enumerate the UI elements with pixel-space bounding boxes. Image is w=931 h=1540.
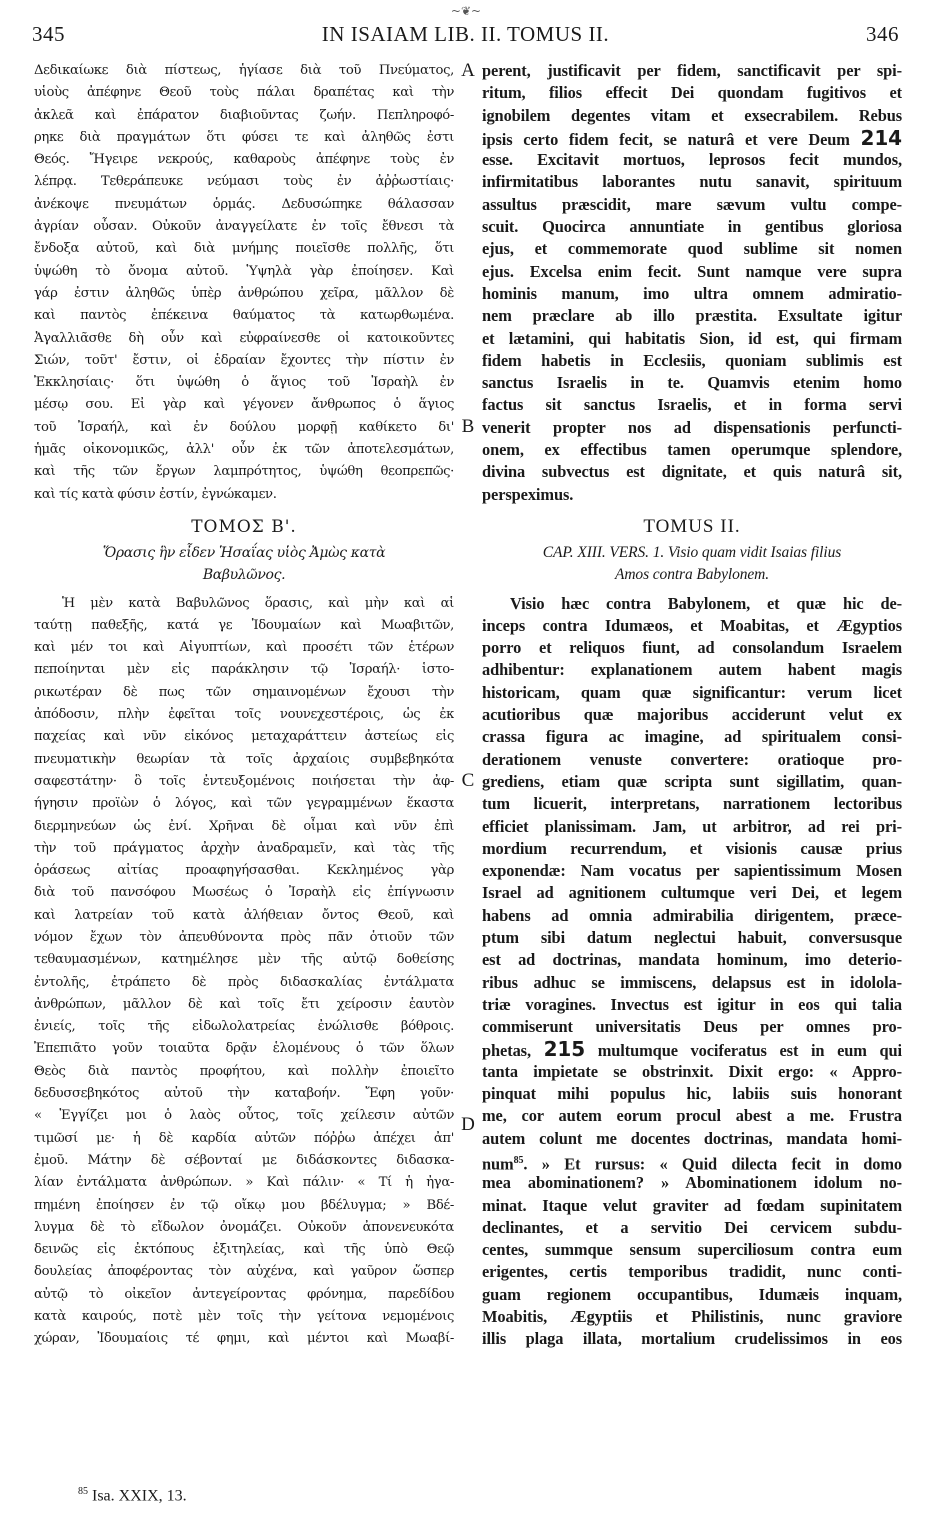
text-line: habens ad omnia admirabilia dirigentem, præce- (482, 905, 902, 925)
text-line: νόμον ἔχων τὸν ἀπευθύνοντα πρὸς πᾶν ὁτιοῦν τῶν (34, 929, 454, 945)
latin-line-with-page-number: phetas, 215 multumque vociferatus est in eum qui (482, 1038, 902, 1061)
text-line: ἡμᾶς οἰκονομικῶς, ἀλλ' οὖν ἐκ τῶν ἀποτελεσμάτων, (34, 442, 454, 458)
text-line: illis plaga illata, mortalium crudelissimos in eos (482, 1329, 902, 1349)
text-line: καὶ λατρείαν τοῦ κατὰ ἀλήθειαν ὄντος Θεοῦ, καὶ (34, 907, 454, 923)
margin-mark-d: D (461, 1114, 475, 1135)
text-line: ἀκλεᾶ καὶ ἐπάρατον διαβιοῦντας ζωήν. Πεπληροφό- (34, 107, 454, 123)
text-line: πνευματικὴν θεωρίαν τὰ τοῖς ἀρχαίοις συμβεβηκότα (34, 751, 454, 767)
footnote (78, 1486, 187, 1505)
text-line: autem colunt me docentes doctrinas, mandata homi- (482, 1128, 902, 1148)
text-line: esse. Excitavit mortuos, leprosos fecit mundos, (482, 150, 902, 170)
header-ornament: ~❦~ (450, 4, 482, 18)
text-line: μέσῳ σου. Εἰ γὰρ καὶ γέγονεν ἄνθρωπος ὁ ἅγιος (34, 397, 454, 413)
text-line: onem, ex effectibus tamen operumque splendore, (482, 440, 902, 460)
text-line: κατὰ καιρούς, ποτὲ μὲν τοῖς τὴν γείτονα νεμομένοις (34, 1309, 454, 1325)
greek-column (34, 60, 454, 1351)
text-line: factus sit sanctus Israelis, et in forma servi (482, 395, 902, 415)
text-line: δουλείας ἀποφέροντας τὸν αὐχένα, καὶ γαῦρον ὥσπερ (34, 1264, 454, 1280)
margin-mark-a: A (461, 60, 475, 81)
text-line: ejus. Excelsa enim fecit. Sunt namque vere supra (482, 261, 902, 281)
text-line: καὶ παντὸς ἐπέκεινα θαύματος τὰ κατωρθωμένα. (34, 308, 454, 324)
edition-page-number: 215 (543, 1038, 586, 1061)
text-line: exponendæ: Nam vocatus per sapientissimum Mosen (482, 861, 902, 881)
text-line: πημένη ἐποίησεν ἐν τῷ οἴκῳ μου βδέλυγμα; » Βδέ- (34, 1197, 454, 1213)
text-line: υἱοὺς ἀπέφηνε Θεοῦ τοὺς πάλαι δραπέτας καὶ τὴν (34, 85, 454, 101)
text-line: λίαν ἐντάλματα ἀνθρώπων. » Καὶ πάλιν· « Τί ἡ ἠγα- (34, 1175, 454, 1191)
text-line: ήγησιν προϊὼν ὁ λόγος, καὶ τῶν γεγραμμένων ἕκαστα (34, 796, 454, 812)
text-line: minat. Itaque velut graviter ad fœdam supinitatem (482, 1195, 902, 1215)
text-line: divina subvectus est dignitate, et quis naturâ sit, (482, 462, 902, 482)
text-line: καὶ τίς κατὰ φύσιν ἐστίν, ἐγνώκαμεν. (34, 486, 277, 502)
text-line: mordium recurrendum, et visionis causæ prius (482, 838, 902, 858)
text-line: γάρ ἐστιν ἀληθῶς ὑπὲρ ἀνθρώπου χεῖρα, μᾶλλον δὲ (34, 285, 454, 301)
text-line: declinantes, et a servitio Dei cervicem subdu- (482, 1217, 902, 1237)
text-line: καὶ μέν τοι καὶ Αἰγυπτίων, καὶ προσέτι τῶν ἑτέρων (34, 640, 454, 656)
text-line: ἀνθρώπων, μᾶλλον δὲ καὶ τοῖς ἔτι χείροσιν ἑαυτὸν (34, 996, 454, 1012)
text-line: ὁράσεως αἰτίας προαφηγήσασθαι. Κεκλημένος γὰρ (34, 863, 454, 879)
latin-subtitle-line: CAP. XIII. VERS. 1. Visio quam vidit Isaias filius (542, 543, 842, 561)
text-line: ἐμοῦ. Μάτην δὲ σέβονταί με διδάσκοντες διδασκα- (34, 1152, 454, 1168)
text-line: historicam, quam quæ significantur: verum licet (482, 682, 902, 702)
text-line: διερμηνεύων ὡς ἐνί. Χρῆναι δὲ οἶμαι καὶ νῦν ἐπὶ (34, 818, 454, 834)
text-line: καὶ τῆς τῶν ἔργων λαμπρότητος, ὑψώθη θεοπρεπῶς· (34, 464, 454, 480)
text-line: ταύτῃ παθεξῆς, κατά γε Ἰδουμαίων καὶ Μωαβιτῶν, (34, 617, 454, 633)
greek-paragraph-2 (34, 593, 454, 1351)
text-line: αὐτῷ τὸ οἰκεῖον ἀντεγείροντας φρόνημα, παρεδίδου (34, 1286, 454, 1302)
text-line: Σιών, τοῦτ' ἔστιν, οἱ ἑδραίαν ἔχοντες τὴν πίστιν ἐν (34, 352, 454, 368)
text-line: Ἡ μὲν κατὰ Βαβυλῶνος ὅρασις, καὶ μὴν καὶ αἱ (62, 595, 454, 611)
footnote-marker: 85 (78, 1486, 88, 1497)
text-line: ὑψώθη τὸ ὄνομα αὐτοῦ. Ὑψηλὰ γὰρ ἐποίησεν. Καὶ (34, 263, 454, 279)
margin-mark-b: B (461, 416, 475, 437)
text-line: ἐντολῆς, ἐτράπετο δὲ πρὸς διδασκαλίας ἐντάλματα (34, 974, 454, 990)
text-line: Visio hæc contra Babylonem, et quæ hic de- (510, 593, 902, 613)
text-line: me, cor autem eorum procul abest a me. Frustra (482, 1106, 902, 1126)
greek-tomus-heading: ΤΟΜΟΣ Β'. (191, 516, 297, 537)
text-line: ρηκε διὰ πραγμάτων ὅτι φύσει τε καὶ ἀληθῶς ἐστι (34, 129, 454, 145)
text-line: acutioribus quæ majoribus acciderunt velut ex (482, 705, 902, 725)
text-line: commiserunt universitatis Deus per omnes pro- (482, 1017, 902, 1037)
text-line: ἀπόδοσιν, πλὴν ἐφεῖται τοῖς νουνεχεστέροις, ὡς ἐκ (34, 707, 454, 723)
text-line: ejus, et commemorate quod sublime sit nomen (482, 239, 902, 259)
text-line: Ἐπεπιᾶτο γοῦν τοιαῦτα δρᾷν ἑλομένους ὁ τῶν ὅλων (34, 1041, 454, 1057)
page-number-right: 346 (866, 22, 899, 46)
text-line: ipsis certo fidem fecit, se naturâ et vere Deum 214 (482, 126, 902, 150)
text-line: τοῦ Ἰσραήλ, καὶ ἐν δούλου μορφῇ καθίκετο δι' (34, 419, 454, 435)
text-line: assultus præscidit, mare sævum vultu compe- (482, 194, 902, 214)
latin-paragraph-3 (482, 1061, 902, 1150)
text-line: et lætamini, qui habitatis Sion, id est, qui firmam (482, 328, 902, 348)
text-line: fidem habetis in Ecclesiis, quoniam sublimis est (482, 350, 902, 370)
greek-subtitle-line: Ὅρασις ἣν εἶδεν Ἡσαΐας υἱὸς Ἀμὼς κατὰ (102, 544, 386, 561)
text-line: Ἐκκλησίαις· ὅτι ὑψώθη ὁ ἅγιος τοῦ Ἰσραὴλ ἐν (34, 375, 454, 391)
text-line: παχείας καὶ νῦν εἰκόνος μεταχαράττειν ἀστείως εἰς (34, 729, 454, 745)
text-line: ritum, filios effecit Dei quondam fugitivos et (482, 83, 902, 103)
latin-column (482, 60, 902, 1351)
text-line: τιμῶσί με· ἡ δὲ καρδία αὐτῶν πόῤῥω ἀπέχει ἀπ' (34, 1130, 454, 1146)
text-line: λέπρᾳ. Τεθεράπευκε νεύμασι τοὺς ἐν ἀῤῥωστίαις· (34, 174, 454, 190)
latin-tomus-heading: TOMUS II. (643, 515, 741, 537)
text-line: grediens, etiam quæ scripta sunt sigillatim, quan- (482, 771, 902, 791)
text-line: derationem venuste convertere: oratioque pro- (482, 749, 902, 769)
text-line: Θεός. Ἤγειρε νεκρούς, καθαροὺς ἀπέφηνε τοὺς ἐν (34, 152, 454, 168)
text-line: τεθαυμασμένων, κατημέλησε μὲν τῆς αὐτῷ δοθείσης (34, 952, 454, 968)
text-line: Israel ad agnitionem cultumque veri Dei, et legem (482, 883, 902, 903)
text-line: sanctus Israelis in te. Quamvis etenim homo (482, 373, 902, 393)
text-line: guam regionem occupantibus, Idumæis inquam, (482, 1284, 902, 1304)
text-line: pinquat mihi populus hic, labiis suis honorant (482, 1084, 902, 1104)
text-line: ἐνιείς, τοῖς τῆς εἰδωλολατρείας ἐνώλισθε βόθροις. (34, 1019, 454, 1035)
text-line: Δεδικαίωκε διὰ πίστεως, ἡγίασε διὰ τοῦ Πνεύματος, (34, 63, 454, 78)
text-line: scuit. Quocirca annuntiate in gentibus gloriosa (482, 217, 902, 237)
text-line: erigentes, certis temporibus tradidit, nunc conti- (482, 1262, 902, 1282)
latin-line-with-footnote: num$^{85}$. » Et rursus: « Quid dilecta fecit in domo (482, 1154, 902, 1173)
text-line: ἀνέκοψε πνευμάτων ὁρμάς. Δεδυσώπηκε θάλασσαν (34, 196, 454, 212)
text-line: porro et reliquos fiunt, ad consolandum Israelem (482, 638, 902, 658)
greek-subtitle-line: Βαβυλῶνος. (202, 567, 286, 584)
text-line: triæ voragines. Invectus est igitur in eos qui talia (482, 994, 902, 1014)
text-line: λυγμα δὲ τὸ εἴδωλον ὀνομάζει. Οὐκοῦν ἀπονενευκότα (34, 1219, 454, 1235)
text-line: « Ἐγγίζει μοι ὁ λαὸς οὗτος, τοῖς χείλεσιν αὐτῶν (34, 1108, 454, 1124)
latin-paragraph-2 (482, 593, 902, 1039)
text-line: hominis manum, imo ultra omnem admiratio- (482, 283, 902, 303)
text-line: crassa figura ac imagine, ad spiritualem consi- (482, 727, 902, 747)
text-line: δεδυσσεβηκότος αὐτοῦ τὴν καταβοήν. Ἔφη γοῦν· (34, 1086, 454, 1102)
text-line: Ἀγαλλιᾶσθε δὴ οὖν καὶ εὐφραίνεσθε οἱ κατοικοῦντες (34, 330, 454, 346)
latin-paragraph-1 (482, 60, 902, 506)
text-line: venerit propter nos ad dispensationis perfuncti- (482, 417, 902, 437)
text-line: inceps contra Idumæos, et Moabitas, et Ægyptios (482, 615, 902, 635)
text-line: ignobilem degentes vitam et exsecrabilem. Rebus (482, 105, 902, 125)
running-title: IN ISAIAM LIB. II. TOMUS II. (321, 22, 610, 46)
margin-mark-c: C (461, 770, 475, 791)
greek-paragraph-1 (34, 60, 454, 506)
text-line: πεποίηνται μὲν εἰς παράκλησιν τῷ Ἰσραήλ· ἱστο- (34, 662, 454, 678)
footnote-reference: 85 (513, 1154, 524, 1166)
text-line: ἀγρίαν οὖσαν. Οὐκοῦν ἀναγγείλατε ἐν τοῖς ἔθνεσι τὰ (34, 219, 454, 235)
text-line: centes, summque sensum superciliosum contra eum (482, 1240, 902, 1260)
text-line: τὴν τοῦ πράγματος ἀρχὴν ἀναδραμεῖν, καὶ τὰς τῆς (34, 840, 454, 856)
page-number-left: 345 (32, 22, 65, 46)
text-line: χώραν, Ἰδουμαίοις τέ φημι, καὶ μέντοι καὶ Μωαβί- (34, 1331, 454, 1347)
text-line: tum licuerit, interpretans, narrationem lectoribus (482, 794, 902, 814)
footnote-text: Isa. XXIX, 13. (92, 1487, 187, 1505)
text-line: ἔνδοξα αὐτοῦ, καὶ διὰ μνήμης ποιεῖσθε πολλῆς, ὅτι (34, 241, 454, 257)
text-line: efficiet planissimam. Jam, ut arbitror, ad rei pri- (482, 816, 902, 836)
text-line: ptum sibi datum neglectui habuit, conversusque (482, 927, 902, 947)
text-line: est ad doctrinas, mandata hominum, imo deterio- (482, 950, 902, 970)
text-line: σαφεστάτην· ὃ τοῖς ἐντευξομένοις ποιήσεται τὴν ἀφ- (34, 773, 454, 789)
text-line: mea abominationem? » Abominationem idolum no- (482, 1173, 902, 1193)
latin-subtitle-line: Amos contra Babylonem. (614, 566, 770, 584)
text-line: nem præclare ab illo præstita. Exsultate igitur (482, 306, 902, 326)
text-line: διὰ τοῦ πανσόφου Μωσέως ὁ Ἰσραὴλ εἰς ἐπίγνωσιν (34, 885, 454, 901)
latin-paragraph-4 (482, 1172, 902, 1350)
text-line: perent, justificavit per fidem, sanctificavit per spi- (482, 61, 902, 80)
text-line: ribus adhuc se immiscens, delapsus est in idolola- (482, 972, 902, 992)
text-line: δεινῶς εἰς ἐκτόπους ἐξιτηλείας, καὶ τῆς ὑπὸ Θεῷ (34, 1242, 454, 1258)
text-line: Moabitis, Ægyptiis et Philistinis, nunc graviore (482, 1307, 902, 1327)
edition-page-number: 214 (860, 126, 902, 150)
text-line: ρικωτέραν δὲ πως τῶν σημαινομένων ἔχουσι τὴν (34, 684, 454, 700)
text-line: perspeximus. (482, 484, 574, 504)
text-line: infirmitatibus laborantes nutu sanavit, spirituum (482, 172, 902, 192)
text-line: Θεὸς διὰ παντὸς προφήτου, καὶ πολλὴν ἐποιεῖτο (34, 1063, 454, 1079)
text-line: adhibentur: explanationem autem habent magis (482, 660, 902, 680)
text-line: tanta impietate se obstrinxit. Dixit ergo: « Appro- (482, 1061, 902, 1081)
